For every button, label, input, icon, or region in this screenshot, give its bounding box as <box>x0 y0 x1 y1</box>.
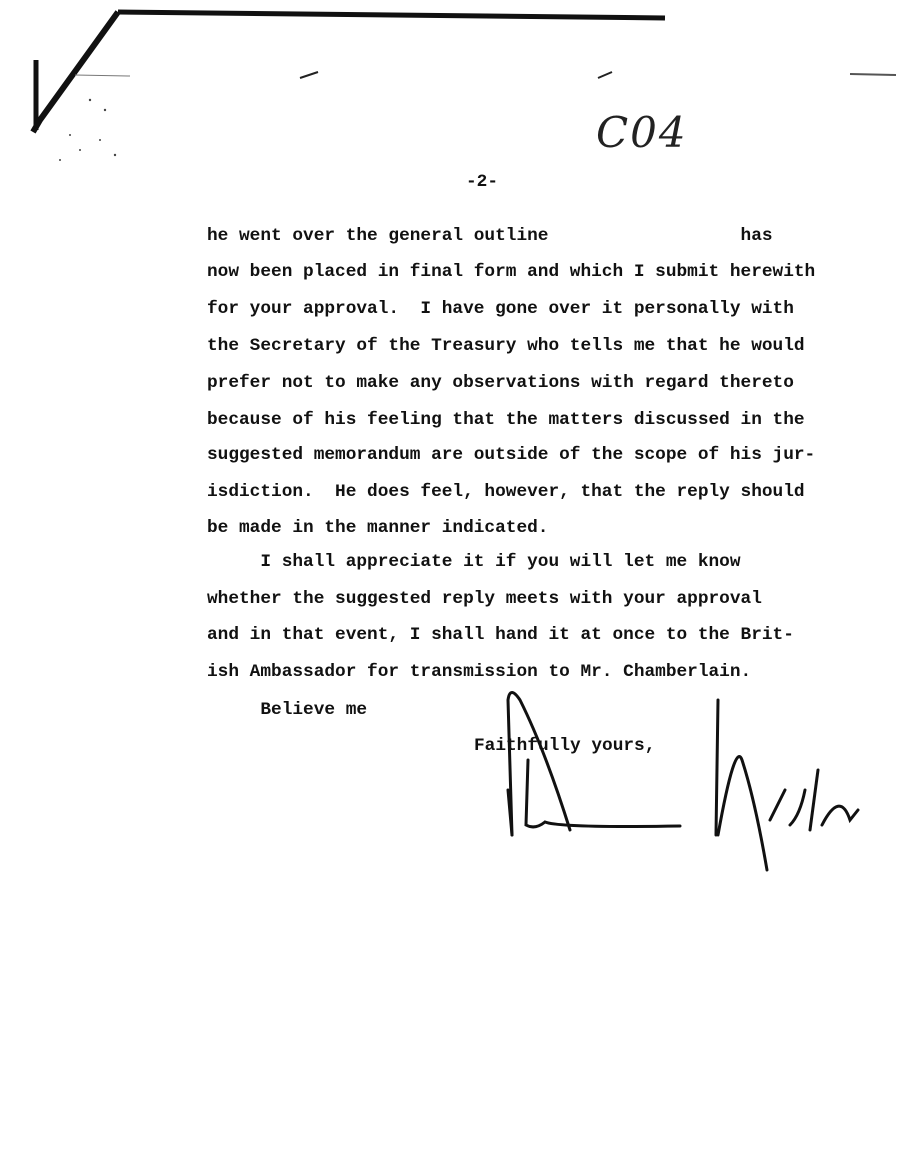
body-line: ish Ambassador for transmission to Mr. Chamberlain. <box>207 662 752 682</box>
body-line: the Secretary of the Treasury who tells me that he would <box>207 336 805 356</box>
body-line: isdiction. He does feel, however, that the reply should <box>207 482 805 502</box>
body-line: be made in the manner indicated. <box>207 518 549 538</box>
body-line: suggested memorandum are outside of the scope of his jur- <box>207 445 816 465</box>
body-line: I shall appreciate it if you will let me know <box>207 552 741 572</box>
body-line: now been placed in final form and which I submit herewith <box>207 262 816 282</box>
body-line: for your approval. I have gone over it personally with <box>207 299 794 319</box>
closing: Faithfully yours, <box>474 736 656 756</box>
body-line: and in that event, I shall hand it at once to the Brit- <box>207 625 794 645</box>
body-line: whether the suggested reply meets with your approval <box>207 589 762 609</box>
page-number: -2- <box>466 172 499 192</box>
handwritten-annotation: C04 <box>596 108 688 157</box>
body-line: because of his feeling that the matters discussed in the <box>207 410 805 430</box>
body-line: prefer not to make any observations with regard thereto <box>207 373 794 393</box>
body-line: he went over the general outline has <box>207 226 773 246</box>
body-line: Believe me <box>207 700 368 720</box>
